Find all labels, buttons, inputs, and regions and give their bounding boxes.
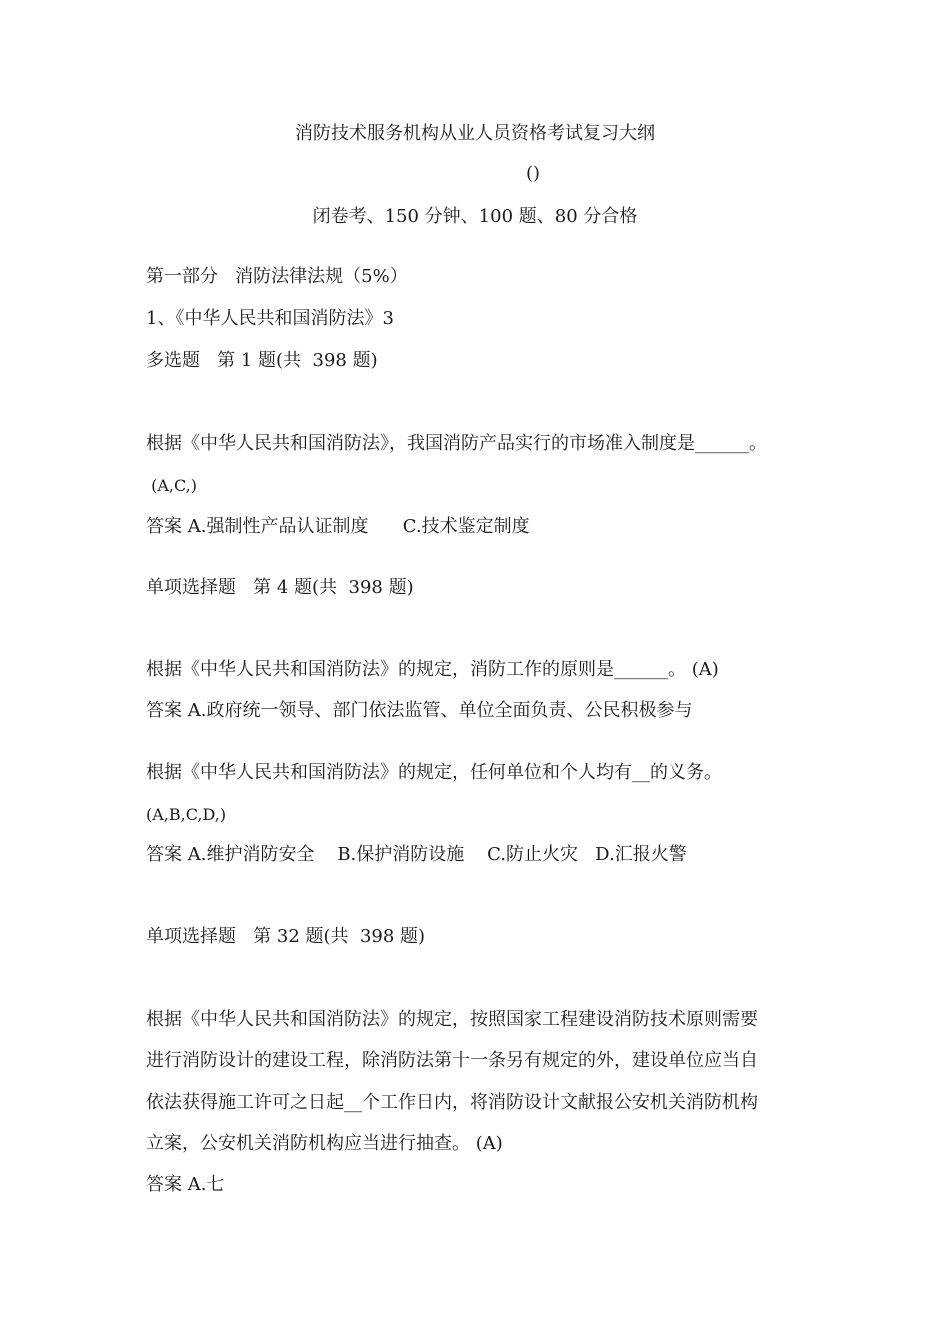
question-answer: 答案 A.政府统一领导、部门依法监管、单位全面负责、公民积极参与 — [146, 700, 693, 721]
question-header: 多选题 第 1 题(共 398 题) — [146, 350, 378, 371]
section-heading: 1、《中华人民共和国消防法》3 — [146, 308, 394, 329]
question-stem-line: 依法获得施工许可之日起__个工作日内，将消防设计文献报公安机关消防机构 — [146, 1092, 758, 1113]
document-title: 消防技术服务机构从业人员资格考试复习大纲 — [295, 123, 655, 144]
question-stem: 根据《中华人民共和国消防法》的规定，任何单位和个人均有__的义务。 — [146, 762, 722, 783]
question-answer: 答案 A.七 — [146, 1174, 225, 1195]
question-answer: 答案 A.维护消防安全 B.保护消防设施 C.防止火灾 D.汇报火警 — [146, 844, 687, 865]
part-heading: 第一部分 消防法律法规（5%） — [146, 266, 408, 287]
exam-info: 闭卷考、150 分钟、100 题、80 分合格 — [312, 206, 638, 227]
question-key: (A,C,) — [146, 476, 197, 495]
question-header: 单项选择题 第 32 题(共 398 题) — [146, 926, 426, 947]
question-stem-line: 根据《中华人民共和国消防法》的规定，按照国家工程建设消防技术原则需要 — [146, 1009, 758, 1030]
question-answer: 答案 A.强制性产品认证制度 C.技术鉴定制度 — [146, 516, 530, 537]
document-subtitle: () — [525, 163, 541, 184]
question-stem-line: 进行消防设计的建设工程，除消防法第十一条另有规定的外，建设单位应当自 — [146, 1050, 758, 1071]
question-key: (A,B,C,D,) — [146, 805, 227, 824]
question-stem: 根据《中华人民共和国消防法》，我国消防产品实行的市场准入制度是______。 — [146, 433, 767, 454]
question-stem-line: 立案，公安机关消防机构应当进行抽查。 (A) — [146, 1133, 503, 1154]
question-header: 单项选择题 第 4 题(共 398 题) — [146, 577, 414, 598]
question-stem: 根据《中华人民共和国消防法》的规定，消防工作的原则是______。 (A) — [146, 659, 719, 680]
